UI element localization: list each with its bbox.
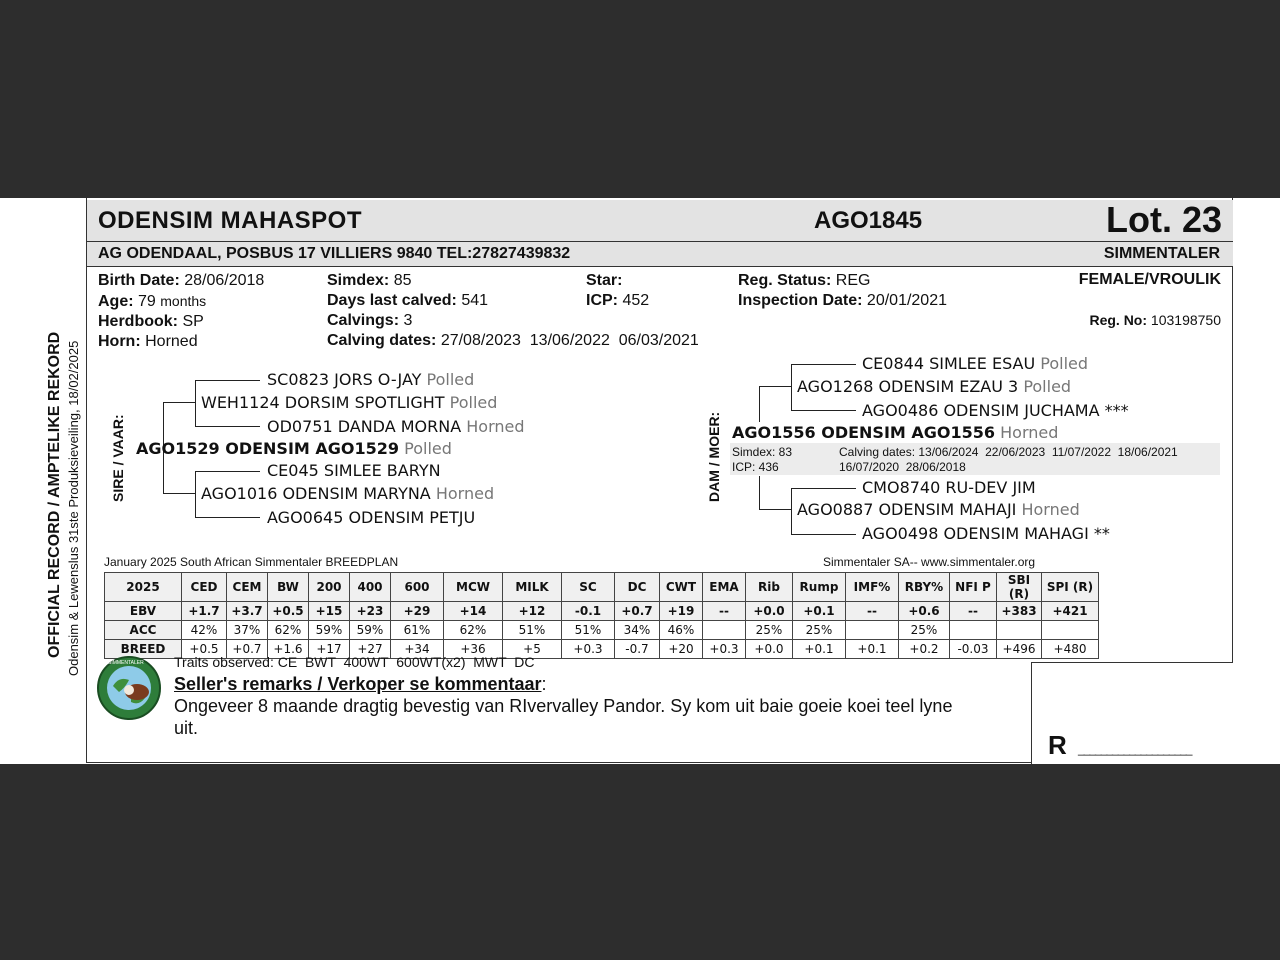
breedplan-cell: +0.0 xyxy=(746,602,793,621)
breedplan-cell: 42% xyxy=(182,621,227,640)
breedplan-cell: 59% xyxy=(309,621,350,640)
breedplan-cell: 25% xyxy=(899,621,950,640)
dam-stats xyxy=(732,445,792,475)
breedplan-cell: +3.7 xyxy=(227,602,268,621)
sire-sire-dam xyxy=(267,417,525,436)
breedplan-cell: +383 xyxy=(997,602,1042,621)
pedigree-name: AGO0645 ODENSIM PETJU xyxy=(267,508,476,527)
breedplan-cell: MCW xyxy=(444,573,503,602)
breedplan-cell: +20 xyxy=(660,640,703,659)
breedplan-cell: +17 xyxy=(309,640,350,659)
pedigree-name: OD0751 DANDA MORNA xyxy=(267,417,462,436)
breedplan-cell: +496 xyxy=(997,640,1042,659)
breedplan-cell: +36 xyxy=(444,640,503,659)
dam-sire xyxy=(797,377,1071,396)
breedplan-cell: 200 xyxy=(309,573,350,602)
breedplan-caption: January 2025 South African Simmentaler BREEDPLAN xyxy=(104,555,399,569)
pedigree-name: AGO0486 ODENSIM JUCHAMA *** xyxy=(862,401,1129,420)
breedplan-cell: +27 xyxy=(350,640,391,659)
breedplan-cell: 34% xyxy=(615,621,660,640)
age-label: Age: xyxy=(98,293,134,310)
dam-dam xyxy=(797,500,1080,519)
breedplan-cell: 400 xyxy=(350,573,391,602)
inspection-label: Inspection Date: xyxy=(738,292,863,309)
breedplan-cell: -0.03 xyxy=(950,640,997,659)
calving-dates-label: Calving dates: xyxy=(327,332,437,349)
calvings-value: 3 xyxy=(403,312,413,329)
breedplan-cell: +0.6 xyxy=(899,602,950,621)
animal-id: AGO1845 xyxy=(814,207,923,234)
breedplan-cell: +421 xyxy=(1042,602,1099,621)
reg-no-value: 103198750 xyxy=(1150,312,1221,328)
breedplan-cell: -0.1 xyxy=(562,602,615,621)
breedplan-cell: 62% xyxy=(268,621,309,640)
dam-name xyxy=(732,423,1058,442)
breedplan-cell: 600 xyxy=(391,573,444,602)
dam-sire-sire xyxy=(862,354,1088,373)
breedplan-cell: DC xyxy=(615,573,660,602)
pedigree-horn: Polled xyxy=(449,393,498,412)
remarks-line-1: Ongeveer 8 maande dragtig bevestig van RIvervalley Pandor. Sy kom uit baie goeie koei teel lyne xyxy=(174,696,953,716)
breedplan-cell: SBI (R) xyxy=(997,573,1042,602)
breedplan-table xyxy=(104,572,1099,659)
details-col-3 xyxy=(586,271,649,311)
dam-side-label: DAM / MOER: xyxy=(706,411,722,502)
dam-dam-sire xyxy=(862,478,1036,497)
breedplan-cell: +0.1 xyxy=(793,640,846,659)
breedplan-cell: +14 xyxy=(444,602,503,621)
breedplan-cell: +5 xyxy=(503,640,562,659)
breedplan-cell xyxy=(1042,621,1099,640)
pedigree-name: AGO1268 ODENSIM EZAU 3 xyxy=(797,377,1019,396)
breedplan-cell: -- xyxy=(846,602,899,621)
breedplan-cell: +0.0 xyxy=(746,640,793,659)
breedplan-cell: 51% xyxy=(503,621,562,640)
remarks-title: Seller's remarks / Verkoper se kommentaar xyxy=(174,674,542,694)
inspection-value: 20/01/2021 xyxy=(866,292,947,309)
breedplan-cell: +0.5 xyxy=(182,640,227,659)
pedigree-name: WEH1124 DORSIM SPOTLIGHT xyxy=(201,393,445,412)
breedplan-cell: 59% xyxy=(350,621,391,640)
price-line[interactable]: ____________________ xyxy=(1078,742,1192,756)
breedplan-cell: -- xyxy=(703,602,746,621)
breedplan-cell: EMA xyxy=(703,573,746,602)
simdex-value: 85 xyxy=(393,272,412,289)
horn-value: Horned xyxy=(145,333,198,350)
pedigree-horn: Polled xyxy=(1023,377,1072,396)
breedplan-cell: +29 xyxy=(391,602,444,621)
breedplan-cell: +480 xyxy=(1042,640,1099,659)
breedplan-cell: CWT xyxy=(660,573,703,602)
breedplan-cell: +1.7 xyxy=(182,602,227,621)
pedigree-horn: Polled xyxy=(1040,354,1089,373)
breed-name: SIMMENTALER xyxy=(1103,245,1220,262)
row-label: ACC xyxy=(105,621,182,640)
remarks-heading xyxy=(174,674,547,695)
pedigree-horn: Polled xyxy=(426,370,475,389)
dam-calving-line-1: Calving dates: 13/06/2024 22/06/2023 11/07/2022 18/06/2021 xyxy=(839,445,1178,459)
reg-status-label: Reg. Status: xyxy=(738,272,832,289)
sire-dam-sire xyxy=(267,461,441,480)
breedplan-cell: CEM xyxy=(227,573,268,602)
breedplan-cell: +1.6 xyxy=(268,640,309,659)
pedigree-name: AGO1556 ODENSIM AGO1556 xyxy=(732,423,996,442)
pedigree-name: AGO0498 ODENSIM MAHAGI ** xyxy=(862,524,1110,543)
breedplan-header-row xyxy=(105,573,1099,602)
herdbook-value: SP xyxy=(182,313,204,330)
breedplan-cell: BW xyxy=(268,573,309,602)
row-label: EBV xyxy=(105,602,182,621)
breedplan-cell: -0.7 xyxy=(615,640,660,659)
sire-sire-sire xyxy=(267,370,474,389)
breedplan-cell xyxy=(846,621,899,640)
pedigree-name: SC0823 JORS O-JAY xyxy=(267,370,422,389)
days-calved-value: 541 xyxy=(461,292,489,309)
pedigree-horn: Horned xyxy=(466,417,525,436)
record-card xyxy=(0,198,1280,764)
dam-simdex: Simdex: 83 xyxy=(732,445,793,459)
herdbook-label: Herdbook: xyxy=(98,313,178,330)
pedigree-name: AGO1016 ODENSIM MARYNA xyxy=(201,484,431,503)
details-col-1 xyxy=(98,271,264,352)
breedplan-cell: +34 xyxy=(391,640,444,659)
breedplan-cell: SPI (R) xyxy=(1042,573,1099,602)
pedigree-name: CMO8740 RU-DEV JIM xyxy=(862,478,1036,497)
sire-dam xyxy=(201,484,494,503)
details-col-4 xyxy=(738,271,947,311)
breedplan-cell: +0.2 xyxy=(899,640,950,659)
pedigree-horn: Polled xyxy=(404,439,452,458)
dam-calving-line-2: 16/07/2020 28/06/2018 xyxy=(839,460,966,474)
breedplan-row xyxy=(105,621,1099,640)
breedplan-cell: +0.7 xyxy=(227,640,268,659)
sire-sire xyxy=(201,393,497,412)
remarks-colon: : xyxy=(541,674,547,694)
breedplan-website: Simmentaler SA-- www.simmentaler.org xyxy=(823,555,1036,569)
breedplan-cell: IMF% xyxy=(846,573,899,602)
dam-sire-dam xyxy=(862,401,1129,420)
pedigree-name: AGO0887 ODENSIM MAHAJI xyxy=(797,500,1017,519)
row-label: 2025 xyxy=(105,573,182,602)
breedplan-cell: +0.3 xyxy=(562,640,615,659)
logo-text: SIMMENTALER xyxy=(108,660,144,666)
simdex-label: Simdex: xyxy=(327,272,390,289)
icp-label: ICP: xyxy=(586,292,618,309)
sex-label: FEMALE/VROULIK xyxy=(1078,271,1221,288)
breedplan-cell: MILK xyxy=(503,573,562,602)
breedplan-cell: 62% xyxy=(444,621,503,640)
sire-dam-dam xyxy=(267,508,475,527)
price-currency: R xyxy=(1048,730,1067,760)
dam-icp: ICP: 436 xyxy=(732,460,779,474)
breedplan-cell: 51% xyxy=(562,621,615,640)
reg-no xyxy=(1089,312,1221,328)
breedplan-cell: 37% xyxy=(227,621,268,640)
reg-status-value: REG xyxy=(835,272,871,289)
traits-observed: Traits observed: CE BWT 400WT 600WT(x2) MWT DC xyxy=(174,654,535,670)
breedplan-cell xyxy=(997,621,1042,640)
breedplan-cell: +0.3 xyxy=(703,640,746,659)
animal-name: ODENSIM MAHASPOT xyxy=(98,207,363,234)
dam-dam-dam xyxy=(862,524,1110,543)
breedplan-cell: +0.5 xyxy=(268,602,309,621)
breedplan-cell: +15 xyxy=(309,602,350,621)
star-label: Star: xyxy=(586,272,623,289)
remarks-line-2: uit. xyxy=(174,718,199,738)
pedigree-horn: Horned xyxy=(435,484,495,503)
pedigree-name: AGO1529 ODENSIM AGO1529 xyxy=(136,439,400,458)
breedplan-cell: 61% xyxy=(391,621,444,640)
breedplan-cell: NFI P xyxy=(950,573,997,602)
days-calved-label: Days last calved: xyxy=(327,292,457,309)
breedplan-cell: +12 xyxy=(503,602,562,621)
breedplan-cell: 25% xyxy=(793,621,846,640)
horn-label: Horn: xyxy=(98,333,141,350)
sale-name: Odensim & Lewenslus 31ste Produksieveiling, 18/02/2025 xyxy=(66,340,81,676)
breedplan-cell: Rib xyxy=(746,573,793,602)
birth-label: Birth Date: xyxy=(98,272,180,289)
breedplan-cell: CED xyxy=(182,573,227,602)
breedplan-cell: RBY% xyxy=(899,573,950,602)
dam-calving xyxy=(839,445,1178,475)
sire-name xyxy=(136,439,452,458)
pedigree-name: CE045 SIMLEE BARYN xyxy=(267,461,441,480)
record-title: OFFICIAL RECORD / AMPTELIKE REKORD xyxy=(46,331,63,658)
sire-side-label: SIRE / VAAR: xyxy=(110,414,126,502)
breedplan-row xyxy=(105,602,1099,621)
row-label: BREED xyxy=(105,640,182,659)
calving-dates-value: 27/08/2023 13/06/2022 06/03/2021 xyxy=(440,332,699,349)
reg-no-label: Reg. No: xyxy=(1089,312,1148,328)
icp-value: 452 xyxy=(622,292,650,309)
breedplan-cell: +0.1 xyxy=(846,640,899,659)
breedplan-cell: SC xyxy=(562,573,615,602)
breedplan-cell: 46% xyxy=(660,621,703,640)
birth-value: 28/06/2018 xyxy=(184,272,265,289)
age-unit: months xyxy=(160,293,207,309)
breedplan-cell: +0.1 xyxy=(793,602,846,621)
age-value: 79 xyxy=(138,293,156,310)
pedigree-horn: Horned xyxy=(1021,500,1080,519)
owner-info: AG ODENDAAL, POSBUS 17 VILLIERS 9840 TEL:27827439832 xyxy=(98,245,571,262)
breedplan-cell xyxy=(950,621,997,640)
breedplan-cell: +0.7 xyxy=(615,602,660,621)
breedplan-cell: Rump xyxy=(793,573,846,602)
pedigree-horn: Horned xyxy=(1000,423,1059,442)
breedplan-cell: +19 xyxy=(660,602,703,621)
breedplan-cell: 25% xyxy=(746,621,793,640)
breedplan-cell: +23 xyxy=(350,602,391,621)
breedplan-cell: -- xyxy=(950,602,997,621)
breedplan-cell xyxy=(703,621,746,640)
pedigree-name: CE0844 SIMLEE ESAU xyxy=(862,354,1036,373)
lot-number: Lot. 23 xyxy=(1105,199,1222,240)
calvings-label: Calvings: xyxy=(327,312,400,329)
